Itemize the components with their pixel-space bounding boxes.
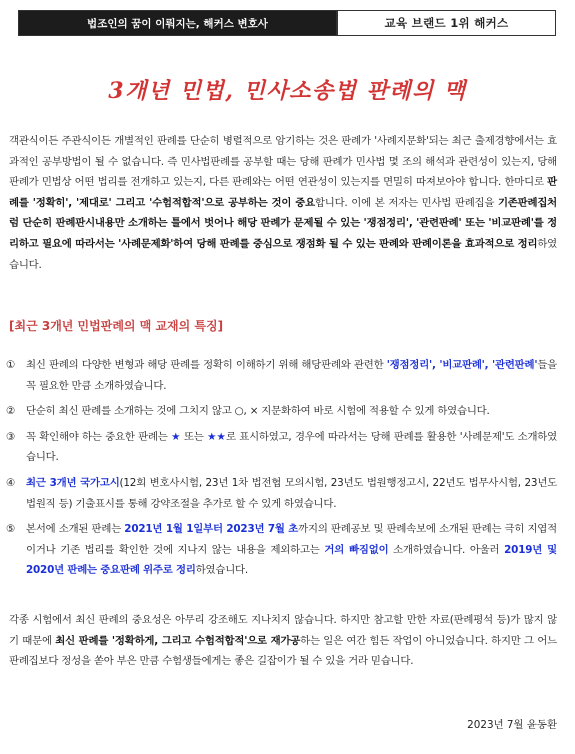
item-highlight: 2019년 및 2020년 판례는 중요판례 위주로 정리 <box>26 543 557 577</box>
item-text <box>26 519 557 581</box>
item-text-part: 까지의 판례공보 및 판례속보에 소개된 판례는 극히 지엽적이거나 기존 법리를 확인한 것에 지나지 않는 내용을 제외하고는 <box>26 523 557 556</box>
item-text-part: 소개하였습니다. 아울러 <box>388 543 505 556</box>
author-signature: 2023년 7월 윤동환 <box>467 719 557 731</box>
intro-text-2: 합니다. 이에 본 저자는 민사법 판례집을 <box>314 196 498 209</box>
item-highlight: 최근 3개년 국가고시 <box>26 476 120 489</box>
item-text <box>26 355 557 396</box>
item-number: ① <box>6 359 16 371</box>
item-text-part: 또는 <box>180 430 208 443</box>
list-item <box>6 519 557 581</box>
item-text-part: 로 표시하였고, 경우에 따라서는 당해 판례를 활용한 '사례문제'도 소개하였습니다. <box>26 430 557 464</box>
outro-text-2: 하는 일은 여간 힘든 작업이 아니었습니다. 하지만 그 어느 판례집보다 정성을 쏟아 부은 만큼 수험생들에게는 좋은 길잡이가 될 수 있을 거라 믿습니다. <box>9 634 558 668</box>
item-text <box>26 427 557 468</box>
item-number: ② <box>6 405 16 418</box>
header-bar <box>18 10 556 36</box>
item-text-part: 본서에 소개된 판례는 <box>26 523 125 536</box>
item-text-part: (12회 변호사시험, 23년 1차 법전협 모의시험, 23년도 법원행정고시, 22년도 법무사시험, 23년도 법원직 등) 기출표시를 통해 강약조절을 추가로 할 수 있게 하였습니다. <box>26 476 557 510</box>
item-highlight: '쟁점정리', '비교판례', '관련판례' <box>386 359 538 371</box>
section-subtitle: [최근 3개년 민법판례의 맥 교재의 특징] <box>9 319 224 333</box>
item-text-part: 꼭 확인해야 하는 중요한 판례는 <box>26 430 172 443</box>
double-star-icon: ★★ <box>207 430 226 443</box>
intro-text-1: 객관식이든 주관식이든 개별적인 판례를 단순히 병렬적으로 암기하는 것은 판례가 '사례지문화'되는 최근 출제경향에서는 효과적인 공부방법이 될 수 없습니다. 즉 민사법판례를 공부할 때는 당해 판례가 민사법 몇 조의 해석과 관련성이 있는지, 당해 판례가 민법상 어떤 법리를 전개하고 있는지, 다른 판례와는 어떤 연관성이 있는지를 면밀히 따져보아야 합니다. 한마디로 <box>9 135 557 189</box>
outro-text-1: 각종 시험에서 최신 판례의 중요성은 아무리 강조해도 지나치지 않습니다. 하지만 참고할 만한 자료(판례평석 등)가 많지 않기 때문에 <box>9 614 557 647</box>
feature-list <box>6 355 557 586</box>
header-brand: 교육 브랜드 1위 해커스 <box>336 11 555 35</box>
intro-bold-2: 기존판례집처럼 단순히 판례판시내용만 소개하는 틀에서 벗어나 해당 판례가 문제될 수 있는 '쟁점정리', '관련판례' 또는 '비교판례'를 정리하고 필요에 따라서는 '사례문제화'하여 당해 판례를 중심으로 쟁점화 될 수 있는 판례와 판례이론을 효과적으로 정리 <box>9 196 557 250</box>
item-text-part: 들을 꼭 필요한 만큼 소개하였습니다. <box>26 359 558 392</box>
item-text-part: 최신 판례의 다양한 변형과 해당 판례를 정확히 이해하기 위해 해당판례와 관련한 <box>26 359 387 371</box>
intro-paragraph <box>9 131 557 275</box>
item-text-part: 단순히 최신 판례를 소개하는 것에 그치지 않고 ○, × 지문화하여 바로 시험에 적용할 수 있게 하였습니다. <box>26 405 490 418</box>
item-highlight: 거의 빠짐없이 <box>324 543 389 556</box>
item-highlight: 2021년 1월 1일부터 2023년 7월 초 <box>124 523 299 536</box>
list-item <box>6 427 557 468</box>
item-number: ④ <box>6 476 16 489</box>
item-text <box>26 401 557 422</box>
list-item <box>6 473 557 514</box>
item-text-part: 하였습니다. <box>195 564 248 577</box>
list-item <box>6 355 557 396</box>
intro-text-3: 하였습니다. <box>9 237 557 271</box>
item-number: ③ <box>6 430 16 443</box>
star-icon: ★ <box>171 430 181 443</box>
page-title: 3개년 민법, 민사소송법 판례의 맥 <box>108 78 467 104</box>
item-text <box>26 473 557 514</box>
outro-bold-1: 최신 판례를 '정확하게, 그리고 수험적합적'으로 재가공 <box>55 634 301 647</box>
item-number: ⑤ <box>6 523 16 536</box>
header-slogan: 법조인의 꿈이 이뤄지는, 해커스 변호사 <box>19 11 336 35</box>
list-item <box>6 401 557 422</box>
closing-paragraph <box>9 610 557 672</box>
intro-bold-1: 판례를 '정확히', '제대로' 그리고 '수험적합적'으로 공부하는 것이 중요 <box>9 176 557 209</box>
